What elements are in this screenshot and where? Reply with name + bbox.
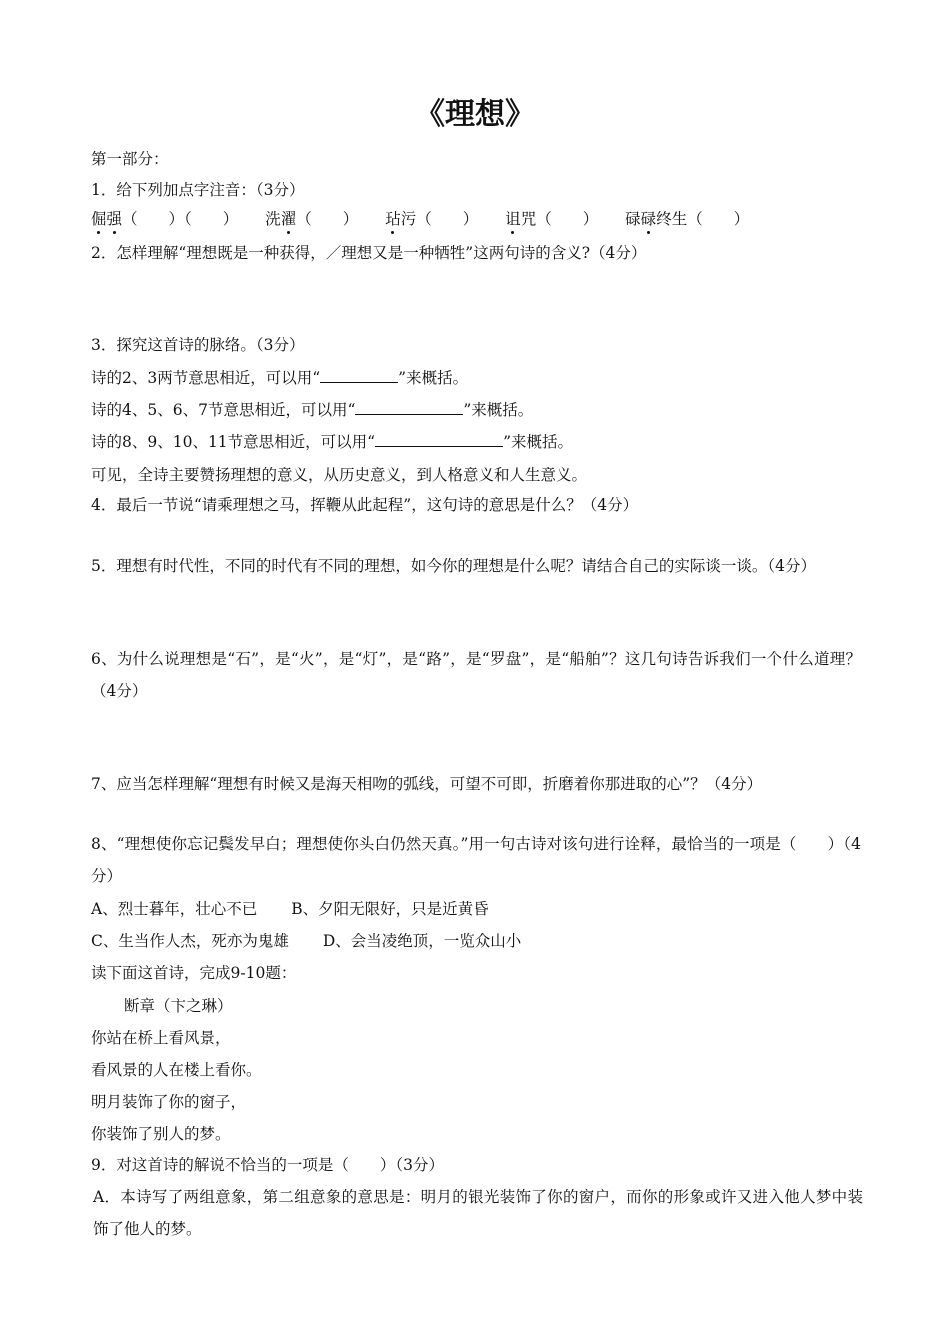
dotted-char: 濯 (280, 210, 297, 228)
question-3-line-3 (91, 431, 573, 452)
answer-blank[interactable] (375, 431, 503, 447)
question-4: 4．最后一节说“请乘理想之马，挥鞭从此起程”，这句诗的意思是什么？（4分） (91, 496, 639, 514)
part-label: 第一部分： (91, 150, 169, 168)
poem-line: 明月装饰了你的窗子， (91, 1093, 247, 1111)
answer-blank[interactable] (355, 399, 463, 415)
line-text: 诗的2、3两节意思相近，可以用“ (91, 369, 321, 387)
pinyin-blank: （ ）（ ） (122, 210, 239, 228)
question-1-stem: 1．给下列加点字注音：（3分） (91, 181, 305, 199)
option-b: B、夕阳无限好，只是近黄昏 (291, 900, 489, 918)
pinyin-item-4 (505, 209, 598, 229)
pinyin-item-5 (625, 209, 749, 229)
dotted-char: 强 (106, 210, 123, 228)
line-text: ”来概括。 (398, 369, 469, 387)
answer-blank[interactable] (320, 367, 398, 383)
line-text: 诗的8、9、10、11节意思相近，可以用“ (91, 433, 376, 451)
question-8-options-row-2 (91, 931, 521, 951)
dotted-char: 碌 (640, 210, 657, 228)
poem-line: 你装饰了别人的梦。 (91, 1125, 231, 1143)
question-2: 2．怎样理解“理想既是一种获得，／理想又是一种牺牲”这两句诗的含义?（4分） (91, 244, 647, 262)
question-3-stem: 3．探究这首诗的脉络。（3分） (91, 336, 305, 354)
question-3-line-2 (91, 399, 533, 420)
pinyin-item-3 (385, 209, 478, 229)
page-title: 《理想》 (415, 97, 535, 132)
question-7: 7、应当怎样理解“理想有时候又是海天相吻的弧线，可望不可即，折磨着你那进取的心”？（4分） (91, 775, 763, 793)
pinyin-blank: 污（ ） (400, 210, 479, 228)
dotted-char: 倔 (91, 210, 107, 228)
option-a: A、烈士暮年，壮心不已 (91, 900, 258, 918)
question-1-items (91, 209, 749, 229)
line-text: ”来概括。 (463, 401, 534, 419)
pinyin-item-1 (91, 209, 238, 229)
plain-char: 洗 (265, 210, 281, 228)
reading-intro: 读下面这首诗，完成9-10题： (91, 964, 297, 982)
question-9-option-a: A．本诗写了两组意象，第二组意象的意思是：明月的银光装饰了你的窗户，而你的形象或许又进入他人梦中装饰了他人的梦。 (93, 1188, 863, 1238)
option-c: C、生当作人杰，死亦为鬼雄 (91, 932, 289, 950)
pinyin-blank: 终生（ ） (656, 210, 750, 228)
plain-char: 碌 (625, 210, 641, 228)
pinyin-blank: （ ） (296, 210, 359, 228)
pinyin-blank: 咒（ ） (520, 210, 599, 228)
poem-title: 断章（卞之琳） (124, 997, 233, 1015)
question-3-line-1 (91, 367, 468, 388)
question-6: 6、为什么说理想是“石”，是“火”，是“灯”，是“路”，是“罗盘”，是“船舶”？这几句诗告诉我们一个什么道理？（4分） (91, 650, 861, 700)
question-9-stem: 9．对这首诗的解说不恰当的一项是（ ）（3分） (91, 1156, 444, 1174)
question-5: 5．理想有时代性，不同的时代有不同的理想，如今你的理想是什么呢？请结合自己的实际谈一谈。（4分） (91, 557, 816, 575)
dotted-char: 诅 (505, 210, 521, 228)
poem-line: 看风景的人在楼上看你。 (91, 1061, 262, 1079)
question-8-stem: 8、“理想使你忘记鬓发早白；理想使你头白仍然天真。”用一句古诗对该句进行诠释，最恰当的一项是（ ）（4分） (91, 835, 861, 885)
line-text: 诗的4、5、6、7节意思相近，可以用“ (91, 401, 356, 419)
poem-line: 你站在桥上看风景， (91, 1029, 231, 1047)
question-8-options-row-1 (91, 899, 489, 919)
line-text: ”来概括。 (503, 433, 574, 451)
pinyin-item-2 (265, 209, 358, 229)
question-3-summary: 可见，全诗主要赞扬理想的意义，从历史意义，到人格意义和人生意义。 (91, 466, 588, 484)
option-d: D、会当凌绝顶，一览众山小 (322, 932, 522, 950)
dotted-char: 玷 (385, 210, 401, 228)
